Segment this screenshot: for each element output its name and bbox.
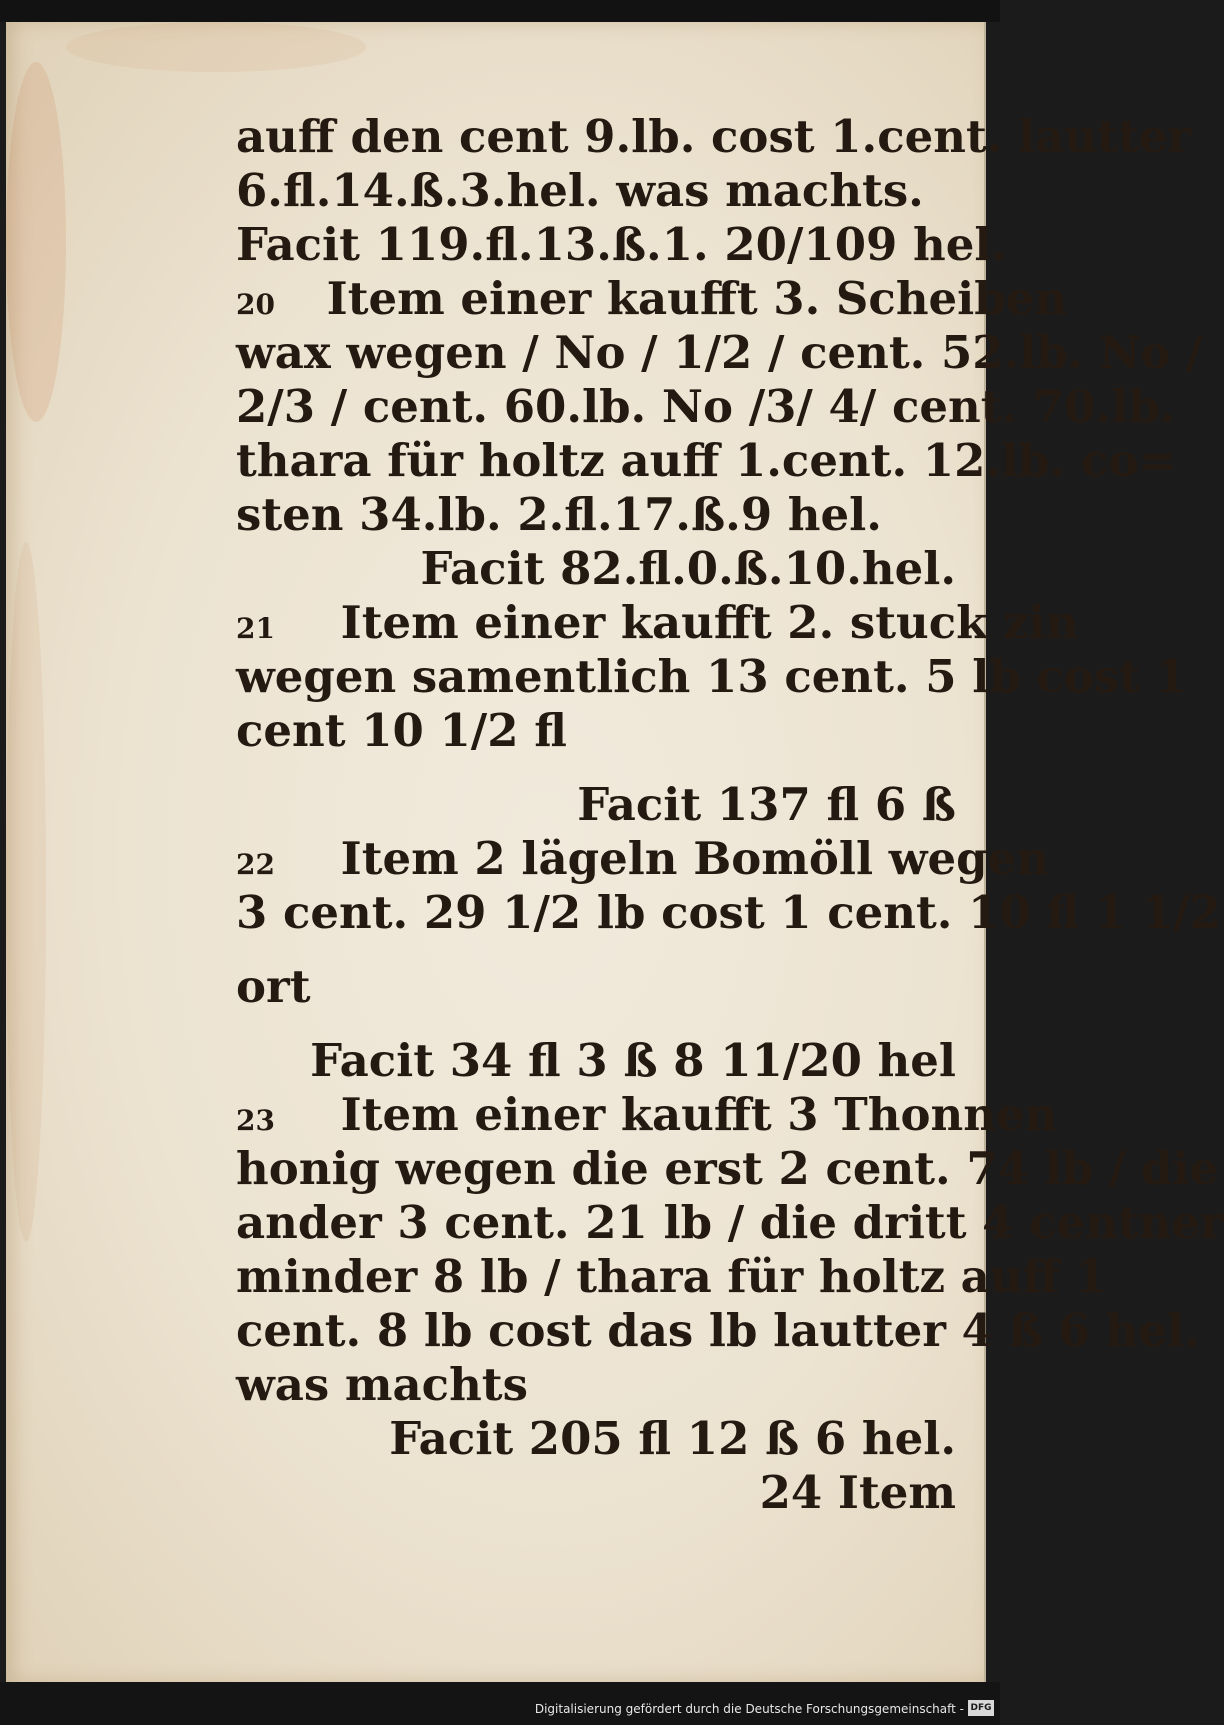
page-stain — [6, 62, 66, 422]
problem-text: Item einer kaufft 3 Thonnen — [340, 1088, 1058, 1141]
text-line: 6.fl.14.ß.3.hel. was machts. — [236, 164, 924, 217]
problem-number: 21 — [236, 612, 275, 645]
problem-21 — [236, 596, 1079, 650]
text-line: cent 10 1/2 fl — [236, 704, 567, 757]
facit-line: Facit 119.fl.13.ß.1. 20/109 hel. — [236, 218, 1008, 271]
facit-line: Facit 137 fl 6 ß — [577, 778, 956, 831]
catchword: 24 Item — [759, 1466, 956, 1519]
problem-text: Item 2 lägeln Bomöll wegen — [340, 832, 1049, 885]
text-line: wegen samentlich 13 cent. 5 lb cost 1 — [236, 650, 1187, 703]
page-text — [236, 110, 1224, 1520]
text-line: ort — [236, 960, 311, 1013]
text-line: sten 34.lb. 2.fl.17.ß.9 hel. — [236, 488, 882, 541]
text-line: 3 cent. 29 1/2 lb cost 1 cent. 10 fl 1 1/2 — [236, 886, 1221, 939]
text-line: minder 8 lb / thara für holtz auff 1 — [236, 1250, 1107, 1303]
text-line: wax wegen / No / 1/2 / cent. 52.lb. No / — [236, 326, 1203, 379]
problem-number: 20 — [236, 288, 275, 321]
page-stain — [66, 22, 366, 72]
text-line: thara für holtz auff 1.cent. 12.lb. co= — [236, 434, 1177, 487]
text-line: ander 3 cent. 21 lb / die dritt 4 centner — [236, 1196, 1224, 1249]
problem-text: Item einer kaufft 3. Scheiben — [326, 272, 1068, 325]
problem-23 — [236, 1088, 1058, 1142]
funding-notice: Digitalisierung gefördert durch die Deutsche Forschungsgemeinschaft - — [534, 1702, 964, 1716]
page-stain — [6, 542, 46, 1242]
text-line: auff den cent 9.lb. cost 1.cent. lautter — [236, 110, 1191, 163]
dfg-logo: DFG — [968, 1700, 994, 1716]
problem-text: Item einer kaufft 2. stuck zin — [340, 596, 1079, 649]
facit-line: Facit 205 fl 12 ß 6 hel. — [389, 1412, 956, 1465]
facit-line: Facit 82.fl.0.ß.10.hel. — [420, 542, 956, 595]
text-line: 2/3 / cent. 60.lb. No /3/ 4/ cent. 70.lb. — [236, 380, 1176, 433]
problem-20 — [236, 272, 1068, 326]
text-line: honig wegen die erst 2 cent. 74 lb / die — [236, 1142, 1219, 1195]
problem-number: 22 — [236, 848, 275, 881]
facit-line: Facit 34 fl 3 ß 8 11/20 hel — [310, 1034, 956, 1087]
text-line: cent. 8 lb cost das lb lautter 4 ß 6 hel. — [236, 1304, 1200, 1357]
text-line: was machts — [236, 1358, 528, 1411]
problem-number: 23 — [236, 1104, 275, 1137]
problem-22 — [236, 832, 1049, 886]
scan-top-border — [0, 0, 1000, 22]
